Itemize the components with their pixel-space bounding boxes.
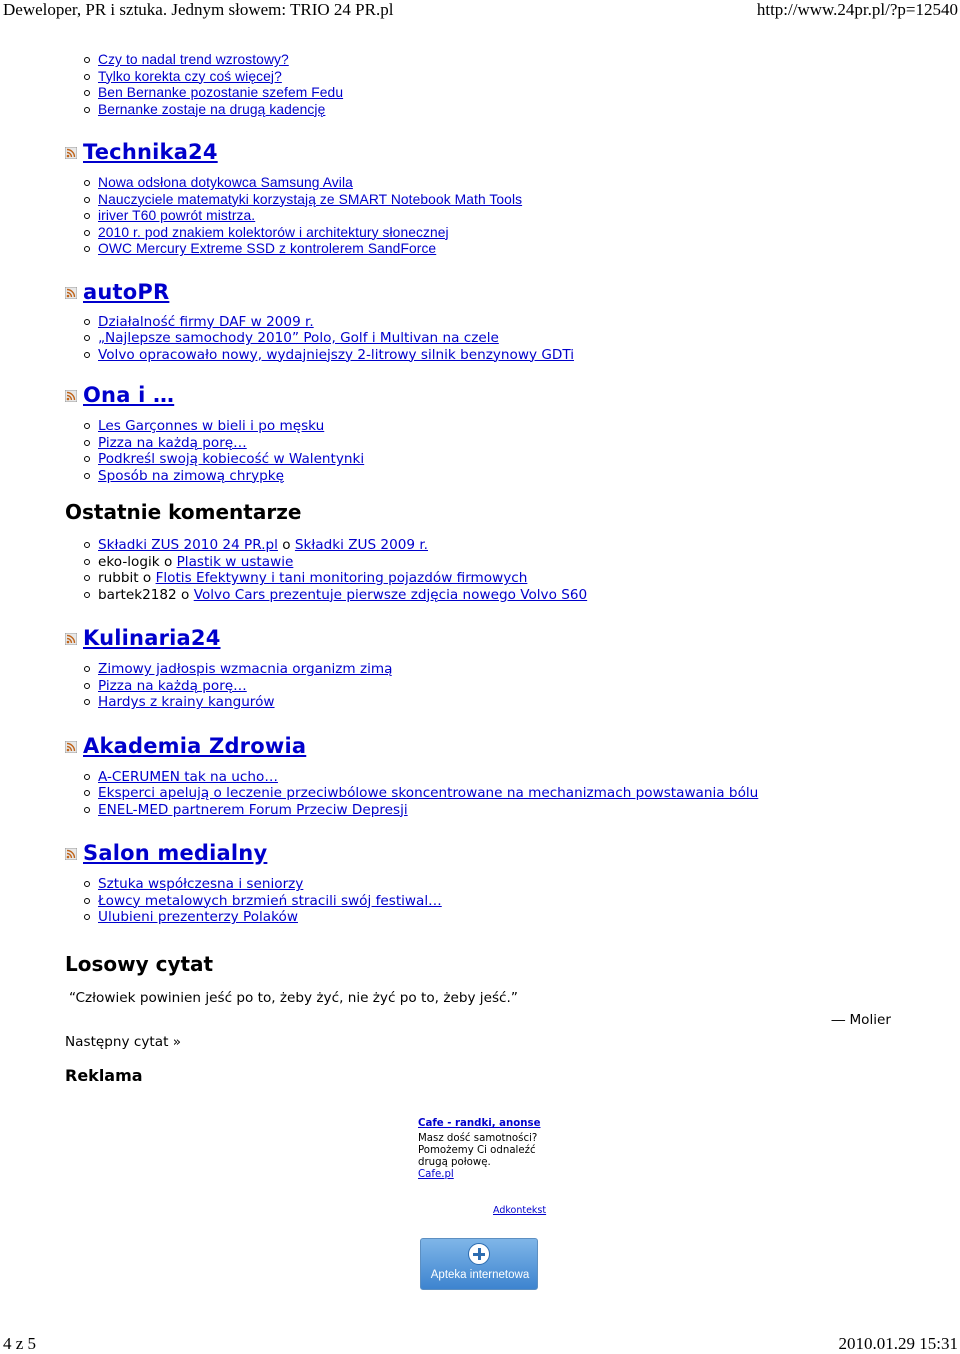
list-item: [98, 225, 945, 242]
list-link[interactable]: Eksperci apelują o leczenie przeciwbólowe skoncentrowane na mechanizmach powstawania bólu: [98, 785, 759, 801]
comment-post-link[interactable]: Flotis Efektywny i tani monitoring pojazdów firmowych: [155, 570, 528, 586]
bullet-icon: [84, 683, 90, 689]
ad-body: Masz dość samotności? Pomożemy Ci odnaleźć drugą połowę.: [418, 1133, 538, 1168]
list-link[interactable]: Volvo opracowało nowy, wydajniejszy 2-litrowy silnik benzynowy GDTi: [98, 346, 574, 363]
list-item: [98, 102, 945, 119]
list-item: [98, 85, 945, 102]
rss-icon: [65, 147, 77, 159]
print-header-title: Deweloper, PR i sztuka. Jednym słowem: TRIO 24 PR.pl: [3, 0, 394, 19]
section-ona: [65, 381, 945, 409]
autopr-list: [65, 314, 945, 364]
comment-item: [98, 570, 945, 587]
bullet-icon: [84, 456, 90, 462]
apteka-banner[interactable]: [420, 1238, 538, 1290]
sidebar-content: [65, 52, 945, 1086]
list-link[interactable]: Bernanke zostaje na drugą kadencję: [98, 101, 326, 117]
list-link[interactable]: Nowa odsłona dotykowca Samsung Avila: [98, 175, 353, 190]
ona-list: [65, 418, 945, 484]
bullet-icon: [84, 74, 90, 80]
ad-title-link[interactable]: Cafe - randki, anonse: [418, 1118, 541, 1129]
list-item: [98, 192, 945, 209]
section-akademia: [65, 732, 945, 760]
bullet-icon: [84, 246, 90, 252]
list-item: [98, 802, 945, 819]
comment-author: eko-logik: [98, 553, 160, 570]
comment-item: [98, 587, 945, 604]
list-link[interactable]: Pizza na każdą porę…: [98, 677, 247, 694]
comment-author: bartek2182: [98, 586, 177, 603]
list-link[interactable]: „Najlepsze samochody 2010” Polo, Golf i Multivan na czele: [98, 330, 499, 346]
bullet-icon: [84, 107, 90, 113]
bullet-icon: [84, 575, 90, 581]
list-link[interactable]: Pizza na każdą porę…: [98, 434, 247, 451]
list-item: [98, 893, 945, 910]
rss-icon: [65, 390, 77, 402]
bullet-icon: [84, 197, 90, 203]
bullet-icon: [84, 807, 90, 813]
list-item: [98, 661, 945, 678]
section-title-link[interactable]: Ona i …: [83, 383, 175, 407]
bullet-icon: [84, 180, 90, 186]
list-item: [98, 52, 945, 69]
list-item: [98, 678, 945, 695]
bullet-icon: [84, 898, 90, 904]
section-title-link[interactable]: Kulinaria24: [83, 626, 221, 650]
section-kulinaria: [65, 624, 945, 652]
list-link[interactable]: A-CERUMEN tak na ucho…: [98, 768, 278, 785]
bullet-icon: [84, 335, 90, 341]
section-title-link[interactable]: Salon medialny: [83, 841, 268, 865]
text-ad: [418, 1118, 558, 1181]
list-link[interactable]: iriver T60 powrót mistrza.: [98, 208, 256, 223]
comment-item: [98, 537, 945, 554]
quote-heading: Losowy cytat: [65, 951, 214, 976]
ad-heading: Reklama: [65, 1065, 143, 1085]
list-item: [98, 241, 945, 258]
list-item: [98, 435, 945, 452]
page-number: 4 z 5: [3, 1334, 37, 1353]
technika24-list: [65, 175, 945, 258]
print-datetime: 2010.01.29 15:31: [838, 1334, 958, 1353]
print-header: [0, 0, 960, 20]
list-item: [98, 330, 945, 347]
bullet-icon: [84, 559, 90, 565]
bullet-icon: [84, 914, 90, 920]
comment-item: [98, 554, 945, 571]
bullet-icon: [84, 666, 90, 672]
comments-heading: Ostatnie komentarze: [65, 500, 302, 524]
list-link[interactable]: Les Garçonnes w bieli i po męsku: [98, 418, 325, 434]
list-link[interactable]: Sposób na zimową chrypkę: [98, 467, 285, 484]
kulinaria-list: [65, 661, 945, 711]
bullet-icon: [84, 319, 90, 325]
bullet-icon: [84, 542, 90, 548]
list-item: [98, 175, 945, 192]
bullet-icon: [84, 213, 90, 219]
list-item: [98, 694, 945, 711]
banner-label: Apteka internetowa: [430, 1269, 530, 1281]
print-header-url: http://www.24pr.pl/?p=12540: [756, 0, 958, 19]
list-item: [98, 347, 945, 364]
next-quote-link[interactable]: Następny cytat »: [65, 1033, 182, 1050]
list-item: [98, 468, 945, 485]
quote-author: ― Molier: [831, 1011, 891, 1028]
bullet-icon: [84, 881, 90, 887]
bullet-icon: [84, 57, 90, 63]
list-link[interactable]: Czy to nadal trend wzrostowy?: [98, 52, 289, 67]
rss-icon: [65, 633, 77, 645]
list-item: [98, 451, 945, 468]
bullet-icon: [84, 592, 90, 598]
comments-list: [65, 537, 945, 603]
list-link[interactable]: Ben Bernanke pozostanie szefem Fedu: [98, 85, 344, 100]
list-item: [98, 314, 945, 331]
list-item: [98, 208, 945, 225]
akademia-list: [65, 769, 945, 819]
plus-icon: [468, 1243, 490, 1265]
bullet-icon: [84, 90, 90, 96]
list-link[interactable]: Podkreśl swoją kobiecość w Walentynki: [98, 451, 365, 467]
bullet-icon: [84, 230, 90, 236]
section-autopr: [65, 278, 945, 306]
list-link[interactable]: ENEL-MED partnerem Forum Przeciw Depresji: [98, 801, 408, 818]
salon-list: [65, 876, 945, 926]
section-title-link[interactable]: autoPR: [83, 279, 170, 304]
bullet-icon: [84, 440, 90, 446]
list-link[interactable]: Sztuka współczesna i seniorzy: [98, 876, 304, 892]
list-item: [98, 418, 945, 435]
list-item: [98, 69, 945, 86]
adkontekst-link[interactable]: Adkontekst: [493, 1205, 547, 1216]
section-salon: [65, 839, 945, 867]
bullet-icon: [84, 774, 90, 780]
list-link[interactable]: Zimowy jadłospis wzmacnia organizm zimą: [98, 661, 393, 677]
list-link[interactable]: Łowcy metalowych brzmień stracili swój festiwal…: [98, 892, 442, 909]
rss-icon: [65, 848, 77, 860]
bullet-icon: [84, 699, 90, 705]
list-link[interactable]: 2010 r. pod znakiem kolektorów i architektury słonecznej: [98, 224, 449, 240]
list-item: [98, 909, 945, 926]
bullet-icon: [84, 473, 90, 479]
comment-author: rubbit: [98, 570, 139, 586]
list-link[interactable]: Nauczyciele matematyki korzystają ze SMART Notebook Math Tools: [98, 191, 523, 207]
comment-post-link[interactable]: Plastik w ustawie: [176, 553, 294, 570]
rss-icon: [65, 287, 77, 299]
ad-url-link[interactable]: Cafe.pl: [418, 1169, 454, 1180]
comment-connector: o: [163, 553, 173, 570]
bullet-icon: [84, 423, 90, 429]
list-item: [98, 785, 945, 802]
list-link[interactable]: OWC Mercury Extreme SSD z kontrolerem SandForce: [98, 241, 437, 256]
comment-connector: o: [142, 570, 152, 586]
comment-post-link[interactable]: Volvo Cars prezentuje pierwsze zdjęcia nowego Volvo S60: [193, 586, 588, 603]
bullet-icon: [84, 352, 90, 358]
top-links-list: [65, 52, 945, 118]
comment-author-link[interactable]: Składki ZUS 2010 24 PR.pl: [98, 537, 278, 553]
list-link[interactable]: Ulubieni prezenterzy Polaków: [98, 909, 298, 925]
comment-connector: o: [181, 586, 190, 603]
list-link[interactable]: Tylko korekta czy coś więcej?: [98, 68, 282, 84]
comment-post-link[interactable]: Składki ZUS 2009 r.: [294, 537, 429, 553]
list-link[interactable]: Hardys z krainy kangurów: [98, 694, 275, 710]
section-title-link[interactable]: Akademia Zdrowia: [83, 733, 307, 758]
section-technika24: [65, 138, 945, 166]
rss-icon: [65, 741, 77, 753]
print-footer: [0, 1334, 960, 1352]
section-title-link[interactable]: Technika24: [83, 140, 218, 164]
list-item: [98, 769, 945, 786]
list-link[interactable]: Działalność firmy DAF w 2009 r.: [98, 313, 314, 330]
list-item: [98, 876, 945, 893]
comment-connector: o: [282, 537, 291, 553]
quote-text: “Człowiek powinien jeść po to, żeby żyć, nie żyć po to, żeby jeść.”: [69, 989, 518, 1006]
bullet-icon: [84, 790, 90, 796]
